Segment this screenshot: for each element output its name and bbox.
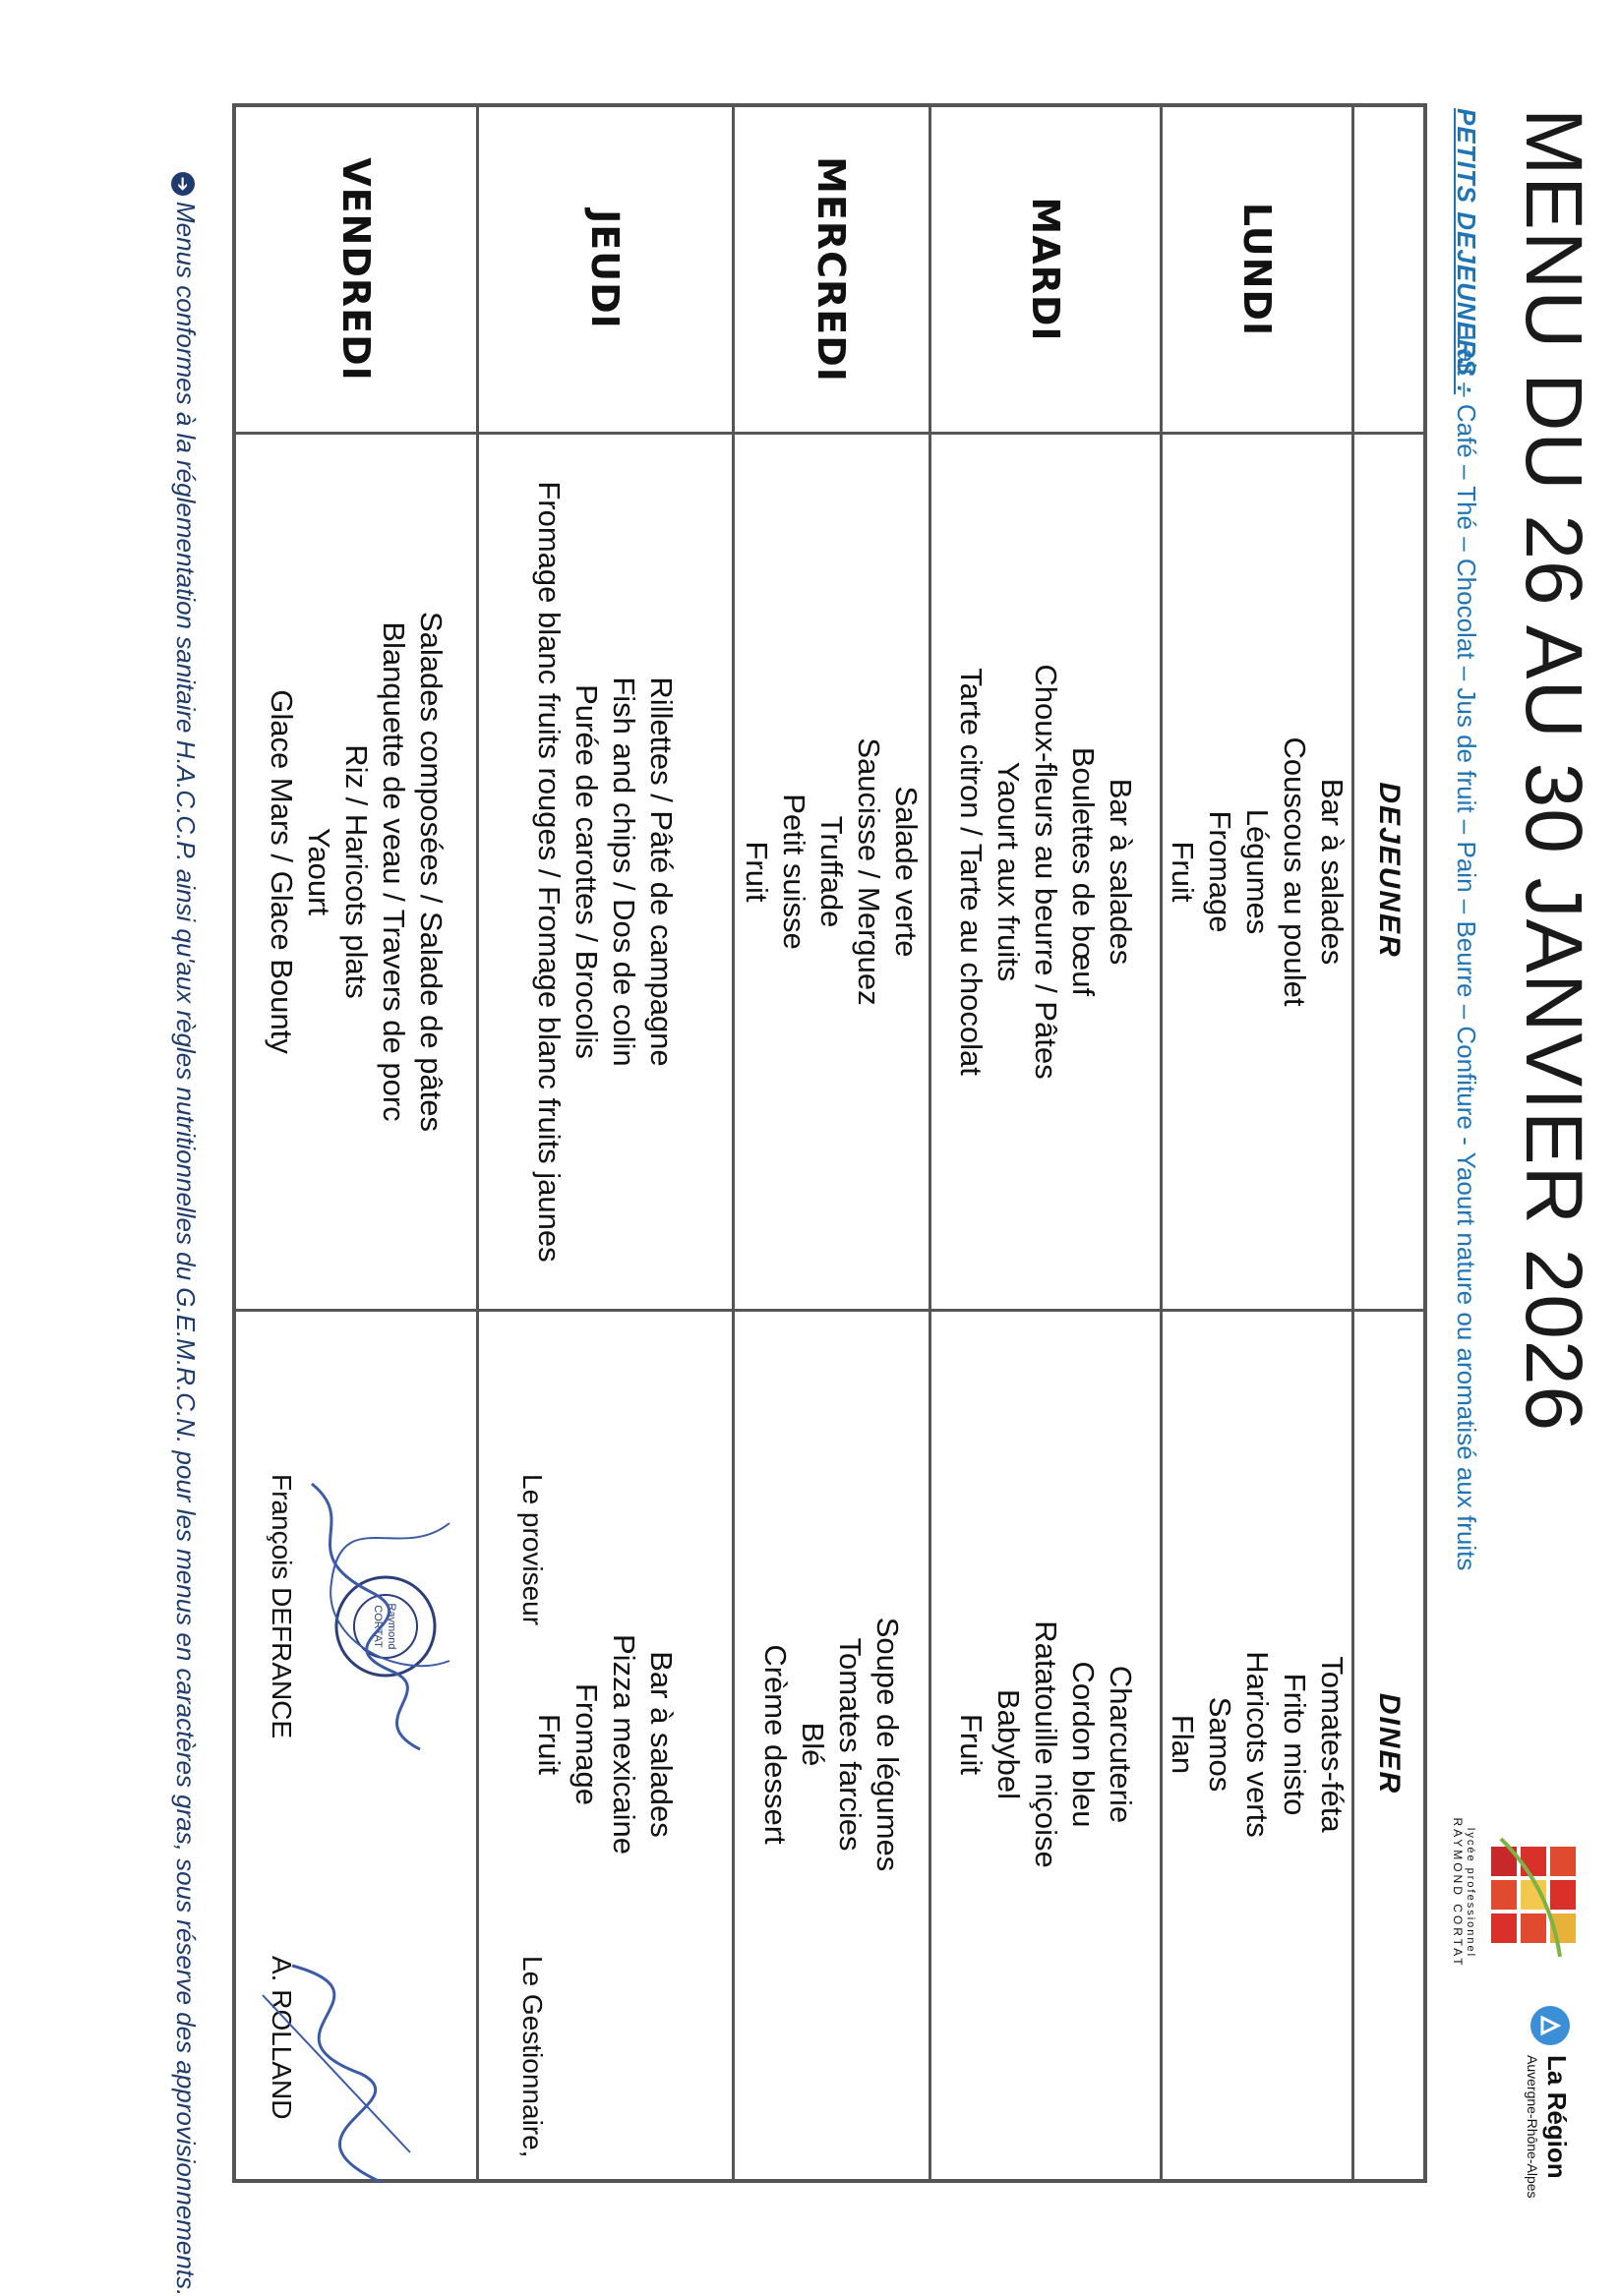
menu-table: [232, 103, 1427, 2183]
header-diner: DINER: [1373, 1692, 1406, 1796]
header-dejeuner: DEJEUNER: [1373, 782, 1406, 959]
lycee-logo: [1452, 1809, 1580, 1976]
menu-item: Salade verte: [889, 786, 925, 958]
gestionnaire-name: A. ROLLAND: [267, 1956, 297, 2120]
dinner-cell: [735, 1312, 929, 2177]
menu-item: Riz / Haricots plats: [339, 744, 374, 999]
region-sub: Auvergne-Rhône-Alpes: [1525, 2055, 1540, 2199]
menu-item: Bar à salades: [1104, 778, 1138, 966]
menu-item: Ratatouille niçoise: [1029, 1620, 1063, 1868]
lunch-cell: [236, 435, 476, 1309]
menu-item: Fish and chips / Dos de colin: [607, 677, 642, 1067]
menu-item: Tomates-féta: [1315, 1656, 1349, 1833]
menu-item: Saucisse / Merguez: [852, 737, 887, 1006]
menu-item: Petit suisse: [777, 794, 812, 950]
menu-item: Flan: [1166, 1714, 1200, 1775]
menu-item: Salades composées / Salade de pâtes: [414, 611, 449, 1133]
day-label: MERCREDI: [810, 156, 854, 383]
menu-item: Blanquette de veau / Travers de porc: [377, 621, 411, 1122]
proviseur-title: Le proviseur: [517, 1474, 548, 1626]
menu-item: Fruit: [1166, 841, 1200, 903]
lunch-cell: [735, 435, 929, 1309]
menu-item: Légumes: [1240, 808, 1275, 935]
day-label: LUNDI: [1235, 202, 1279, 337]
menu-item: Fromage: [1203, 810, 1237, 933]
signature-icon: [272, 1464, 479, 1759]
dinner-cell: [1163, 1312, 1351, 2177]
menu-item: Cordon bleu: [1066, 1661, 1101, 1828]
breakfast-items: Lait – Café – Thé – Chocolat – Jus de fruit – Pain – Beurre – Confiture - Yaourt nature ou aromatisé aux fruits: [1452, 334, 1481, 1571]
menu-item: Babybel: [991, 1688, 1026, 1800]
lycee-line2: RAYMOND CORTAT: [1451, 1817, 1465, 1969]
svg-text:Raymond: Raymond: [386, 1603, 397, 1650]
menu-item: Tarte citron / Tarte au chocolat: [954, 668, 989, 1076]
day-label: JEUDI: [583, 209, 628, 329]
menu-item: Frito misto: [1278, 1673, 1312, 1816]
menu-item: Bar à salades: [644, 1651, 680, 1838]
menu-item: Crème dessert: [758, 1644, 794, 1845]
gestionnaire-title: Le Gestionnaire,: [517, 1956, 548, 2158]
menu-item: Yaourt: [302, 827, 336, 916]
lunch-cell: [931, 435, 1160, 1309]
menu-item: Soupe de légumes: [870, 1617, 906, 1872]
gestionnaire-signature: [243, 1956, 440, 2192]
menu-item: Blé: [796, 1722, 831, 1767]
menu-item: Samos: [1203, 1696, 1237, 1793]
region-icon: [1530, 2006, 1570, 2045]
menu-item: Tomates farcies: [833, 1637, 869, 1852]
arrow-right-icon: ➔: [171, 172, 195, 196]
proviseur-name: François DEFRANCE: [267, 1474, 297, 1739]
lunch-cell: [1163, 435, 1351, 1309]
proviseur-signature: [272, 1464, 479, 1759]
day-label: MARDI: [1024, 197, 1067, 342]
menu-item: Haricots verts: [1240, 1651, 1275, 1838]
menu-item: Yaourt aux fruits: [991, 761, 1026, 982]
menu-item: Truffade: [814, 815, 850, 928]
lycee-line1: lycée professionnel: [1465, 1827, 1476, 1959]
menu-item: Rillettes / Pâté de campagne: [644, 677, 680, 1067]
menu-item: Pizza mexicaine: [607, 1634, 642, 1854]
menu-item: Purée de carottes / Brocolis: [570, 684, 605, 1059]
footer-note: [170, 172, 201, 2296]
menu-item: Couscous au poulet: [1278, 736, 1312, 1007]
page-title: MENU DU 26 AU 30 JANVIER 2026: [1509, 108, 1598, 1433]
footer-text: Menus conformes à la réglementation sanitaire H.A.C.C.P. ainsi qu'aux règles nutritionnelles du G.E.M.R.C.N. pour les menus en caractères gras, sous réserve des approvisionnements.: [171, 202, 201, 2296]
day-label: VENDREDI: [334, 157, 378, 382]
breakfast-label: PETITS DEJEUNERS :: [1452, 108, 1481, 395]
region-logo: [1462, 1996, 1599, 2281]
signature-icon: [243, 1956, 440, 2192]
menu-item: Charcuterie: [1104, 1665, 1138, 1824]
menu-item: Fruit: [954, 1714, 989, 1775]
dinner-cell: [931, 1312, 1160, 2177]
lycee-logo-icon: [1481, 1809, 1580, 1976]
region-name: La Région: [1542, 2055, 1572, 2179]
menu-item: Fromage blanc fruits rouges / Fromage blanc fruits jaunes: [532, 481, 568, 1263]
menu-item: Bar à salades: [1315, 778, 1349, 966]
menu-item: Fruit: [740, 841, 775, 903]
table-divider: [1351, 107, 1354, 2179]
menu-item: Glace Mars / Glace Bounty: [265, 689, 299, 1054]
menu-item: Fruit: [532, 1714, 568, 1775]
lunch-cell: [479, 435, 732, 1309]
menu-item: Fromage: [570, 1682, 605, 1806]
svg-text:CORTAT: CORTAT: [372, 1605, 384, 1648]
menu-item: Choux-fleurs au beurre / Pâtes: [1029, 664, 1063, 1080]
menu-item: Boulettes de bœuf: [1066, 746, 1101, 997]
